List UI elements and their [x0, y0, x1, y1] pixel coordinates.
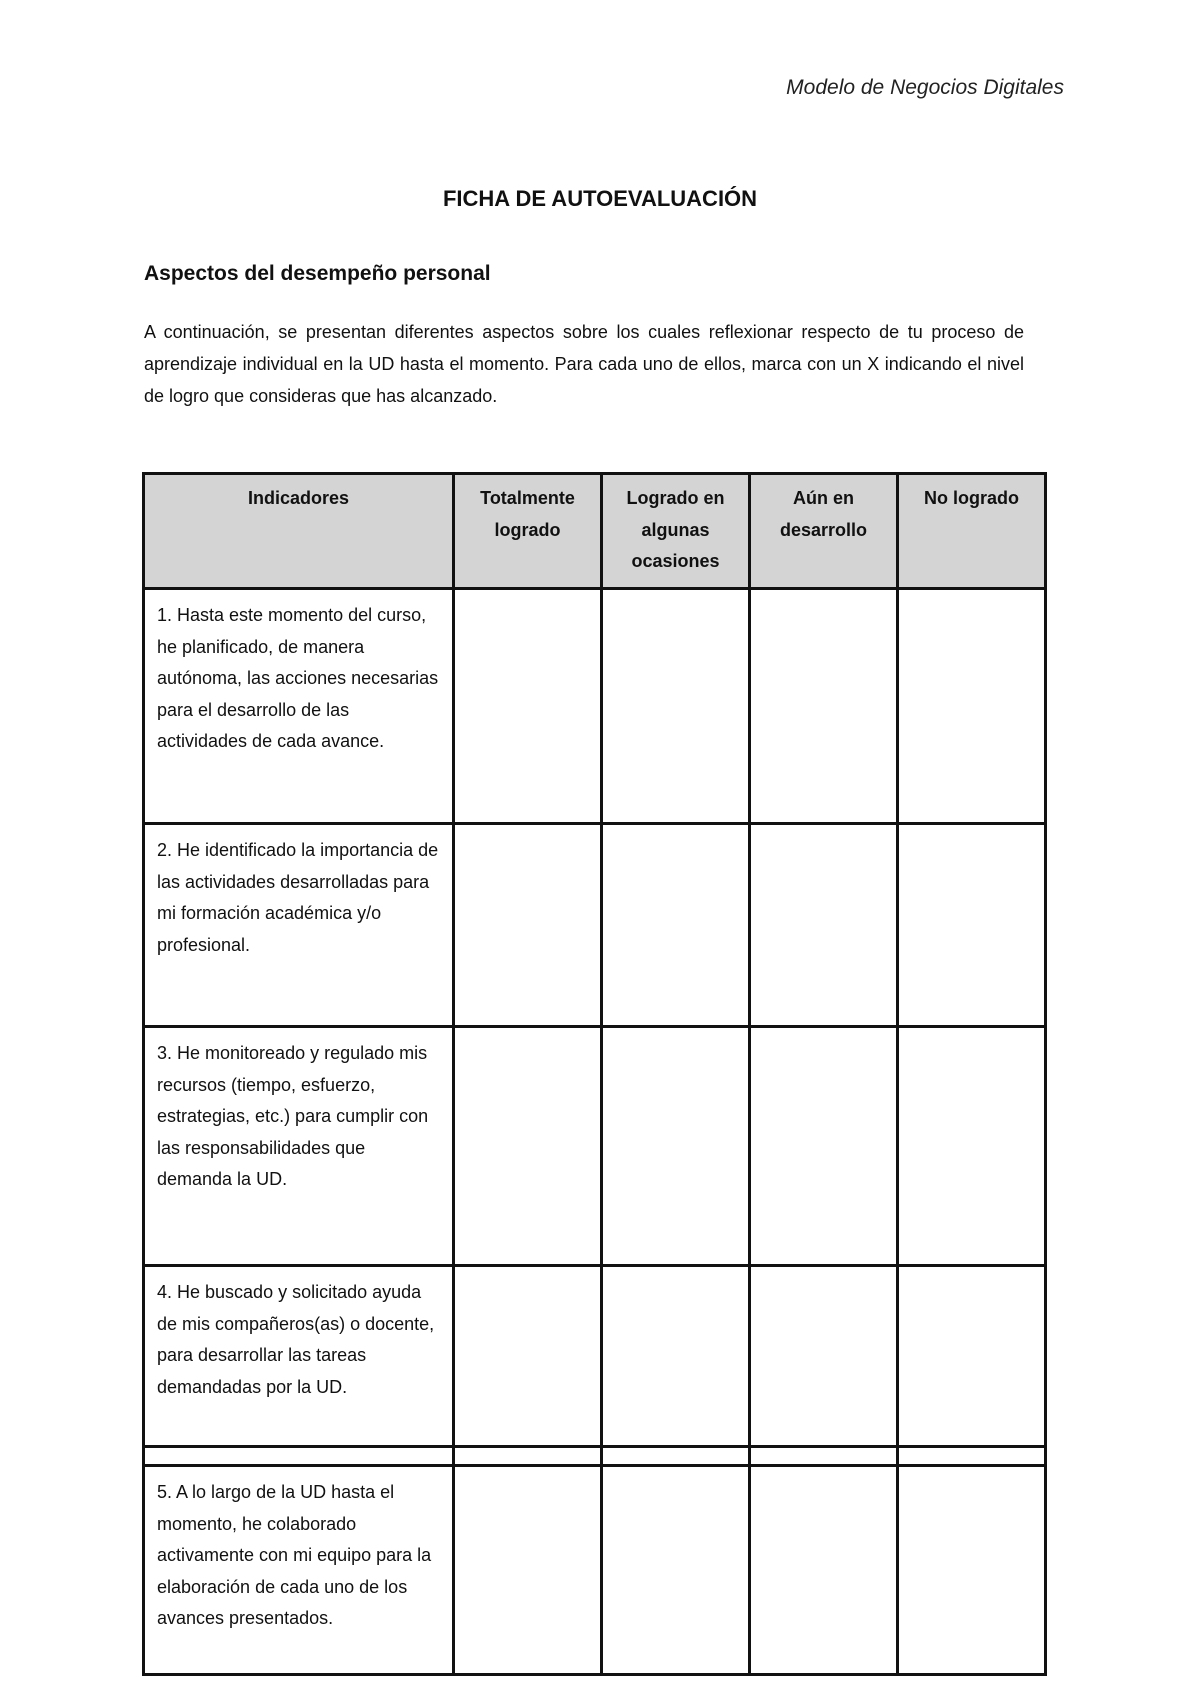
- running-header: Modelo de Negocios Digitales: [786, 76, 1064, 99]
- mark-cell-totalmente-logrado[interactable]: [454, 1027, 602, 1266]
- mark-cell-no-logrado[interactable]: [898, 1027, 1046, 1266]
- mark-cell-logrado-algunas-ocasiones[interactable]: [602, 1027, 750, 1266]
- mark-cell-aun-en-desarrollo[interactable]: [750, 1266, 898, 1447]
- indicator-cell: 5. A lo largo de la UD hasta el momento, he colaborado activamente con mi equipo para la elaboración de cada uno de los avances presentados.: [144, 1466, 454, 1675]
- mark-cell-totalmente-logrado[interactable]: [454, 589, 602, 824]
- document-title: FICHA DE AUTOEVALUACIÓN: [442, 186, 758, 211]
- self-evaluation-table: [142, 472, 1047, 1676]
- mark-cell-totalmente-logrado[interactable]: [454, 1266, 602, 1447]
- indicator-cell: 1. Hasta este momento del curso, he planificado, de manera autónoma, las acciones necesarias para el desarrollo de las actividades de cada avance.: [144, 589, 454, 824]
- table-row: [144, 1466, 1046, 1675]
- separator-cell: [602, 1447, 750, 1466]
- mark-cell-totalmente-logrado[interactable]: [454, 824, 602, 1027]
- separator-cell: [750, 1447, 898, 1466]
- mark-cell-no-logrado[interactable]: [898, 824, 1046, 1027]
- mark-cell-no-logrado[interactable]: [898, 589, 1046, 824]
- separator-cell: [898, 1447, 1046, 1466]
- indicator-cell: 2. He identificado la importancia de las actividades desarrolladas para mi formación académica y/o profesional.: [144, 824, 454, 1027]
- mark-cell-aun-en-desarrollo[interactable]: [750, 824, 898, 1027]
- table-row: [144, 824, 1046, 1027]
- section-heading: Aspectos del desempeño personal: [144, 262, 491, 285]
- header-totalmente-logrado: Totalmente logrado: [454, 474, 602, 589]
- indicator-cell: 3. He monitoreado y regulado mis recursos (tiempo, esfuerzo, estrategias, etc.) para cumplir con las responsabilidades que demanda la UD.: [144, 1027, 454, 1266]
- separator-cell: [144, 1447, 454, 1466]
- row-separator: [144, 1447, 1046, 1466]
- mark-cell-aun-en-desarrollo[interactable]: [750, 1027, 898, 1266]
- header-indicadores: Indicadores: [144, 474, 454, 589]
- table-row: [144, 1266, 1046, 1447]
- mark-cell-no-logrado[interactable]: [898, 1266, 1046, 1447]
- table-header-row: [144, 474, 1046, 589]
- mark-cell-aun-en-desarrollo[interactable]: [750, 589, 898, 824]
- table-row: [144, 589, 1046, 824]
- mark-cell-logrado-algunas-ocasiones[interactable]: [602, 1466, 750, 1675]
- mark-cell-aun-en-desarrollo[interactable]: [750, 1466, 898, 1675]
- header-no-logrado: No logrado: [898, 474, 1046, 589]
- mark-cell-logrado-algunas-ocasiones[interactable]: [602, 589, 750, 824]
- table-row: [144, 1027, 1046, 1266]
- indicator-cell: 4. He buscado y solicitado ayuda de mis compañeros(as) o docente, para desarrollar las tareas demandadas por la UD.: [144, 1266, 454, 1447]
- intro-paragraph: A continuación, se presentan diferentes aspectos sobre los cuales reflexionar respecto de tu proceso de aprendizaje individual en la UD hasta el momento. Para cada uno de ellos, marca con un X indicando el nivel de logro que consideras que has alcanzado.: [144, 322, 1024, 406]
- mark-cell-totalmente-logrado[interactable]: [454, 1466, 602, 1675]
- header-aun-en-desarrollo: Aún en desarrollo: [750, 474, 898, 589]
- mark-cell-logrado-algunas-ocasiones[interactable]: [602, 1266, 750, 1447]
- mark-cell-logrado-algunas-ocasiones[interactable]: [602, 824, 750, 1027]
- separator-cell: [454, 1447, 602, 1466]
- header-logrado-algunas-ocasiones: Logrado en algunas ocasiones: [602, 474, 750, 589]
- mark-cell-no-logrado[interactable]: [898, 1466, 1046, 1675]
